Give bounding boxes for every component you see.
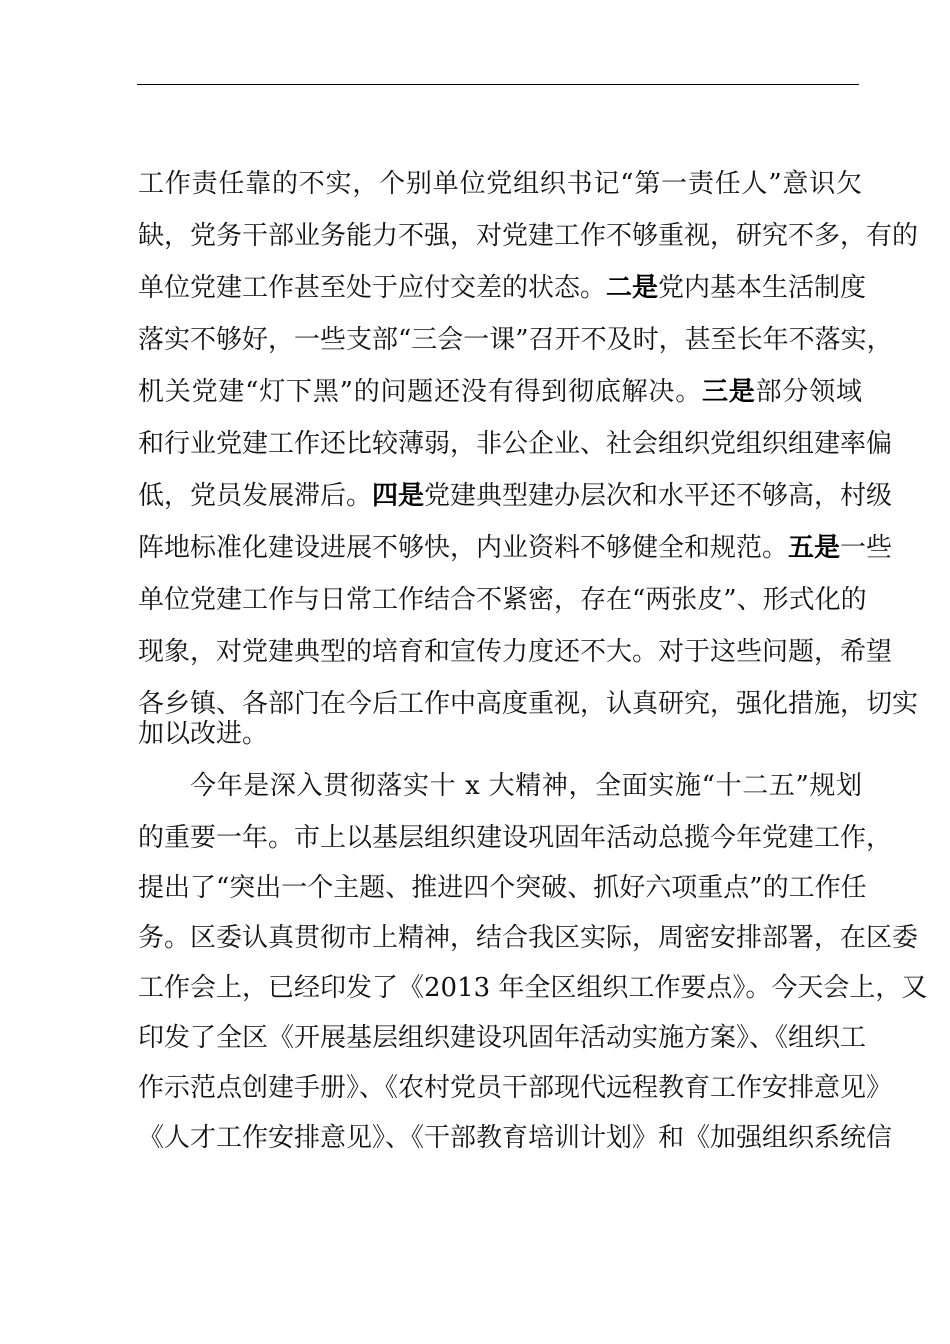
p1-line-11: 各乡镇、各部门在今后工作中高度重视，认真研究，强化措施，切实 <box>138 689 919 719</box>
p1-line-1: 工作责任靠的不实，个别单位党组织书记“第一责任人”意识欠 <box>138 169 862 199</box>
p1-line-9: 单位党建工作与日常工作结合不紧密，存在“两张皮”、形式化的 <box>138 585 867 615</box>
p2-line-2: 的重要一年。市上以基层组织建设巩固年活动总揽今年党建工作， <box>138 823 893 853</box>
p2-line-7: 作示范点创建手册》、《农村党员干部现代远程教育工作安排意见》 <box>138 1073 893 1103</box>
keyword-wu-shi: 五是 <box>788 533 841 563</box>
keyword-si-shi: 四是 <box>372 481 425 511</box>
p1-line-8-text-a: 阵地标准化建设进展不够快，内业资料不够健全和规范。 <box>138 533 789 563</box>
header-rule <box>137 84 859 85</box>
p2-line-5: 工作会上，已经印发了《2013 年全区组织工作要点》。今天会上，又 <box>138 973 928 1003</box>
p1-line-8-text-b: 一些 <box>840 533 893 563</box>
p1-line-5-text-a: 机关党建“灯下黑”的问题还没有得到彻底解决。 <box>138 377 703 407</box>
p1-line-3-text-a: 单位党建工作甚至处于应付交差的状态。 <box>138 273 607 303</box>
keyword-san-shi: 三是 <box>702 377 756 407</box>
p1-line-7-text-b: 党建典型建办层次和水平还不够高，村级 <box>424 481 893 511</box>
p1-line-2: 缺，党务干部业务能力不强，对党建工作不够重视，研究不多，有的 <box>138 221 919 251</box>
p2-line-1: 今年是深入贯彻落实十 x 大精神，全面实施“十二五”规划 <box>190 771 862 801</box>
p1-line-7-text-a: 低，党员发展滞后。 <box>138 481 373 511</box>
p1-line-4: 落实不够好，一些支部“三会一课”召开不及时，甚至长年不落实， <box>138 325 893 355</box>
p1-line-5-text-b: 部分领域 <box>755 377 862 407</box>
p1-line-3 <box>138 270 867 306</box>
p2-line-6: 印发了全区《开展基层组织建设巩固年活动实施方案》、《组织工 <box>138 1023 867 1053</box>
p1-line-10: 现象，对党建典型的培育和宣传力度还不大。对于这些问题，希望 <box>138 637 893 667</box>
p1-line-7 <box>138 478 893 514</box>
p1-line-8 <box>138 530 893 566</box>
p2-line-8: 《人才工作安排意见》、《干部教育培训计划》和《加强组织系统信 <box>138 1123 893 1153</box>
p2-line-3: 提出了“突出一个主题、推进四个突破、抓好六项重点”的工作任 <box>138 873 867 903</box>
p1-line-12: 加以改进。 <box>138 719 269 749</box>
keyword-er-shi: 二是 <box>606 273 659 303</box>
p2-line-4: 务。区委认真贯彻市上精神，结合我区实际，周密安排部署，在区委 <box>138 923 919 953</box>
p1-line-3-text-b: 党内基本生活制度 <box>658 273 867 303</box>
p1-line-5 <box>138 374 862 410</box>
p1-line-6: 和行业党建工作还比较薄弱，非公企业、社会组织党组织组建率偏 <box>138 429 893 459</box>
